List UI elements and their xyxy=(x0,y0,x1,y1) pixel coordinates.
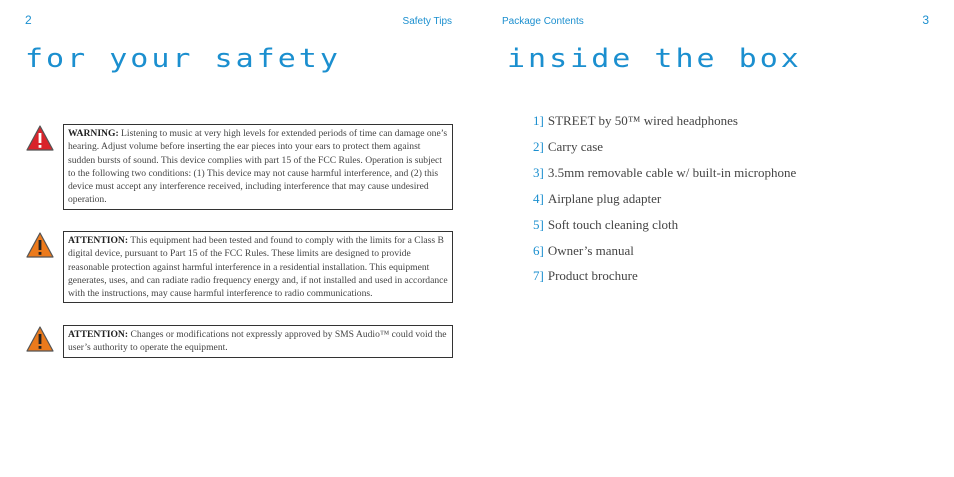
list-item xyxy=(533,238,796,264)
item-text: Owner’s manual xyxy=(547,242,634,258)
list-item xyxy=(533,108,796,134)
list-item xyxy=(533,160,796,186)
item-text: Carry case xyxy=(547,138,604,154)
attention-text-box xyxy=(63,325,453,358)
page-number-right: 3 xyxy=(922,13,929,27)
warning-icon xyxy=(25,124,55,152)
warning-text-box xyxy=(63,124,453,210)
package-contents-list xyxy=(533,108,796,289)
notice-text: This equipment had been tested and found to comply with the limits for a Class B digital device, pursuant to Part 15 of the FCC Rules. These limits are designed to provide reasonable protection against harmful interference in a residential installation. This equipment generates, uses, and can radiate radio frequency energy and, if not installed and used in accordance with the instructions, may cause harmful interference to radio communications. xyxy=(68,235,448,300)
page-title-safety: for your safety xyxy=(25,44,341,74)
item-text: STREET by 50™ wired headphones xyxy=(547,113,738,128)
item-number: 7] xyxy=(533,268,544,284)
attention-icon xyxy=(25,325,55,353)
list-item xyxy=(533,186,796,212)
item-number: 1] xyxy=(533,113,544,128)
running-head-left: Safety Tips xyxy=(402,16,452,27)
item-text: Product brochure xyxy=(547,268,638,284)
notice-label: ATTENTION: xyxy=(68,235,129,246)
list-item xyxy=(533,212,796,238)
notice-text: Listening to music at very high levels for extended periods of time can damage one’s hearing. Adjust volume before inserting the ear pieces into your ears to protect them against sudden bursts of sound. This device complies with part 15 of the FCC Rules. Operation is subject to the following two conditions: (1) This device may not cause harmful interference, and (2) this device must accept any interference received, including interference that may cause undesired operation. xyxy=(68,128,448,206)
item-number: 3] xyxy=(533,164,544,180)
item-number: 2] xyxy=(533,138,544,154)
item-text: 3.5mm removable cable w/ built-in microphone xyxy=(547,164,797,180)
notice-text: Changes or modifications not expressly approved by SMS Audio™ could void the user’s authority to operate the equipment. xyxy=(68,329,447,354)
notice-label: WARNING: xyxy=(68,128,119,139)
list-item xyxy=(533,134,796,160)
item-number: 6] xyxy=(533,242,544,258)
attention-text-box xyxy=(63,231,453,303)
item-text: Airplane plug adapter xyxy=(547,190,662,206)
item-text: Soft touch cleaning cloth xyxy=(547,216,679,232)
page-title-box: inside the box xyxy=(507,44,802,74)
running-head-right: Package Contents xyxy=(502,16,584,27)
notice-label: ATTENTION: xyxy=(68,329,129,340)
item-number: 5] xyxy=(533,216,544,232)
page-number-left: 2 xyxy=(25,13,32,27)
attention-icon xyxy=(25,231,55,259)
right-page xyxy=(477,0,954,477)
item-number: 4] xyxy=(533,190,544,206)
list-item xyxy=(533,263,796,289)
